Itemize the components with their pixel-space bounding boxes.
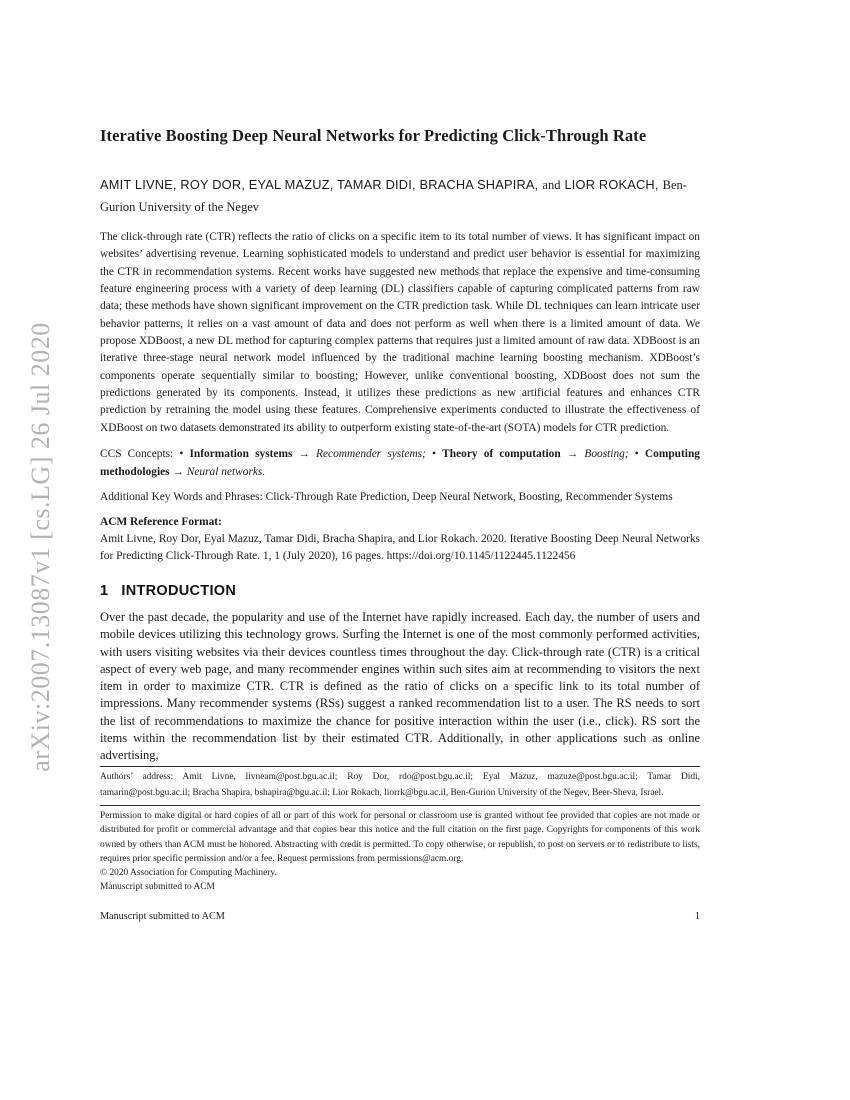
acm-reference-citation: Amit Livne, Roy Dor, Eyal Mazuz, Tamar Didi, Bracha Shapira, and Lior Rokach. 2020. Iterative Boosting Deep Neural Networks for Predicting Click-Through Rate. 1, 1 (July 2020), 16 pages. xyxy=(100,533,700,563)
acm-reference-heading: ACM Reference Format: xyxy=(100,516,222,528)
ccs-value-2: Boosting; xyxy=(584,448,629,460)
permission-footnote: Permission to make digital or hard copies of all or part of this work for personal or classroom use is granted without fee provided that copies are not made or distributed for profit or commercial advantage and that copies bear this notice and the full citation on the first page. Copyrights for components of this work owned by others than ACM must be honored. Abstracting with credit is permitted. To copy otherwise, or republish, to post on servers or to redistribute to lists, requires prior specific permission and/or a fee. Request permissions from permissions@acm.org. xyxy=(100,811,700,865)
ccs-value-3: Neural networks. xyxy=(186,465,266,478)
affiliation-inline: Ben- xyxy=(662,178,687,192)
bullet-icon: • xyxy=(432,448,437,460)
authors-line xyxy=(100,176,700,194)
arxiv-watermark: arXiv:2007.13087v1 [cs.LG] 26 Jul 2020 xyxy=(26,322,55,772)
bullet-icon: • xyxy=(634,448,639,460)
keywords-line: Additional Key Words and Phrases: Click-Through Rate Prediction, Deep Neural Network, Boosting, Recommender Systems xyxy=(100,491,673,503)
ccs-field-3: Computing methodologies xyxy=(100,448,700,478)
bullet-icon: • xyxy=(179,448,184,460)
arrow-icon: → xyxy=(298,448,310,460)
authors-address-footnote: Authors’ address: Amit Livne, livneam@post.bgu.ac.il; Roy Dor, rdo@post.bgu.ac.il; Eyal Mazuz, mazuze@post.bgu.ac.il; Tamar Didi, tamarin@post.bgu.ac.il; Bracha Shapira, bshapira@bgu.ac.il; Lior Rokach, liorrk@bgu.ac.il, Ben-Gurion University of the Negev, Beer-Sheva, Israel. xyxy=(100,772,700,798)
abstract-text: The click-through rate (CTR) reflects the ratio of clicks on a specific item to its total number of views. It has significant impact on websites’ advertising revenue. Learning sophisticated models to understand and predict user behavior is essential for maximizing the CTR in recommendation systems. Recent works have suggested new methods that replace the expensive and time-consuming feature engineering process with a variety of deep learning (DL) classifiers capable of capturing complicated patterns from raw data; these methods have shown significant improvement on the CTR prediction task. While DL techniques can learn intricate user behavior patterns, it relies on a vast amount of data and does not perform as well when there is a limited amount of data. We propose XDBoost, a new DL method for capturing complex patterns that requires just a limited amount of raw data. XDBoost is an iterative three-stage neural network model influenced by the traditional machine learning boosting mechanism. XDBoost’s components operate sequentially similar to boosting; However, unlike conventional boosting, XDBoost does not sum the predictions generated by its components. Instead, it utilizes these predictions as new artificial features and enhances CTR prediction by retraining the model using these features. Comprehensive experiments conducted to illustrate the effectiveness of XDBoost on two datasets demonstrated its ability to outperform existing state-of-the-art (SOTA) models for CTR prediction. xyxy=(100,231,700,434)
page-footer xyxy=(100,911,700,922)
arrow-icon: → xyxy=(566,448,579,460)
page-number: 1 xyxy=(694,911,700,922)
paper-title: Iterative Boosting Deep Neural Networks for Predicting Click-Through Rate xyxy=(100,126,647,145)
author-names: AMIT LIVNE, ROY DOR, EYAL MAZUZ, TAMAR DIDI, BRACHA SHAPIRA, xyxy=(100,177,539,192)
ccs-concepts xyxy=(100,446,700,481)
ccs-field-2: Theory of computation xyxy=(442,448,561,460)
ccs-label: CCS Concepts: xyxy=(100,448,174,460)
ccs-field-1: Information systems xyxy=(189,448,293,460)
footer-left-text: Manuscript submitted to ACM xyxy=(100,911,225,922)
ccs-value-1: Recommender systems; xyxy=(316,448,426,460)
footnote-rule xyxy=(100,766,700,767)
section-heading-introduction xyxy=(100,583,700,599)
section-title: INTRODUCTION xyxy=(121,583,237,599)
arrow-icon: → xyxy=(172,465,184,478)
affiliation-line: Gurion University of the Negev xyxy=(100,200,259,214)
manuscript-line: Manuscript submitted to ACM xyxy=(100,882,215,892)
acm-reference-text xyxy=(100,531,700,565)
permission-rule xyxy=(100,805,700,806)
author-names-last: LIOR ROKACH, xyxy=(564,177,659,192)
doi-link[interactable]: https://doi.org/10.1145/1122445.1122456 xyxy=(386,550,576,563)
section-number: 1 xyxy=(100,583,109,599)
introduction-paragraph: Over the past decade, the popularity and use of the Internet have rapidly increased. Each day, the number of users and mobile devices utilizing this technology grows. Surfing the Internet is one of the most commonly performed activities, with users visiting websites via their devices countless times throughout the day. Click-through rate (CTR) is a critical aspect of every web page, and many recommender engines within such sites aim at recommending to visitors the next item in order to maximize CTR. CTR is defined as the ratio of clicks on a specific link to its total number of impressions. Many recommender systems (RSs) suggest a ranked recommendation list to a user. The RS needs to sort the list of recommendations to maximize the chance for positive interaction within the user (i.e., click). RS sort the items within the recommendation list by their estimated CTR. Additionally, in other applications such as online advertising, xyxy=(100,610,700,763)
and-word: and xyxy=(542,178,561,192)
copyright-line: © 2020 Association for Computing Machinery. xyxy=(100,868,277,878)
